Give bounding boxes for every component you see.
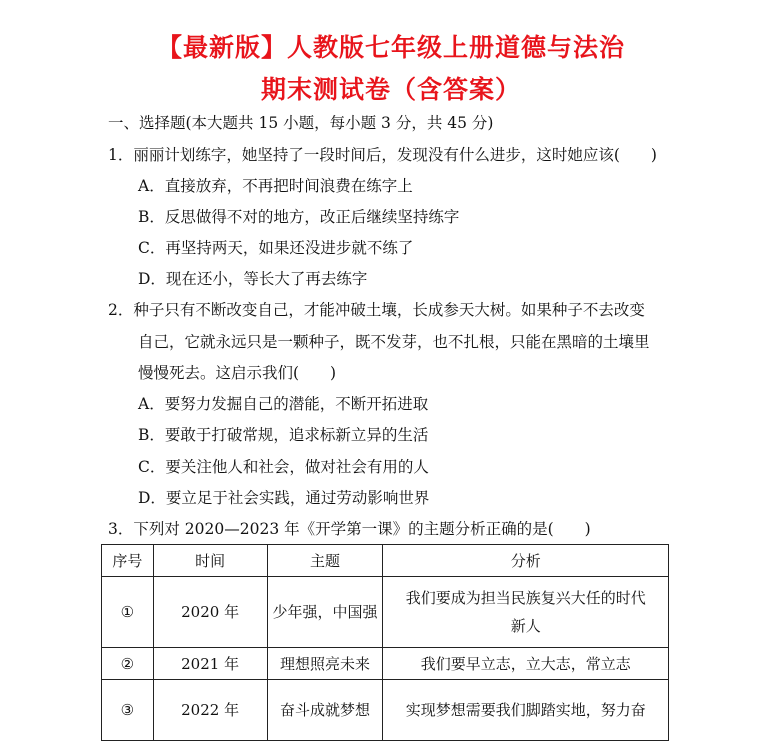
question-2-option-b: B．要敢于打破常规，追求标新立异的生活 bbox=[138, 426, 429, 444]
table-cell-no: ② bbox=[102, 648, 154, 680]
question-2-option-a: A．要努力发掘自己的潜能，不断开拓进取 bbox=[138, 395, 429, 413]
question-1-option-d: D．现在还小，等长大了再去练字 bbox=[138, 270, 368, 288]
table-header-cell: 分析 bbox=[383, 545, 669, 577]
table-cell-time: 2021 年 bbox=[153, 648, 267, 680]
table-cell-time: 2022 年 bbox=[153, 680, 267, 741]
question-3-stem: 3．下列对 2020—2023 年《开学第一课》的主题分析正确的是( ) bbox=[108, 520, 591, 538]
table-cell-analysis: 实现梦想需要我们脚踏实地，努力奋 bbox=[383, 680, 669, 741]
table-cell-analysis bbox=[383, 577, 669, 648]
analysis-line: 新人 bbox=[510, 617, 541, 635]
document-title-line-1: 【最新版】人教版七年级上册道德与法治 bbox=[156, 33, 625, 62]
section-heading: 一、选择题(本大题共 15 小题，每小题 3 分，共 45 分) bbox=[108, 114, 494, 132]
question-1-option-b: B．反思做得不对的地方，改正后继续坚持练字 bbox=[138, 208, 460, 226]
analysis-line: 我们要成为担当民族复兴大任的时代 bbox=[405, 589, 646, 607]
table-cell-time: 2020 年 bbox=[153, 577, 267, 648]
table-cell-analysis: 我们要早立志，立大志，常立志 bbox=[383, 648, 669, 680]
document-title-line-2: 期末测试卷（含答案） bbox=[260, 75, 521, 104]
table-header-cell: 序号 bbox=[102, 545, 154, 577]
table-cell-theme: 理想照亮未来 bbox=[267, 648, 383, 680]
table-row bbox=[102, 680, 669, 741]
table-header-cell: 时间 bbox=[153, 545, 267, 577]
theme-analysis-table bbox=[101, 544, 669, 741]
question-2-stem-line-2: 自己，它就永远只是一颗种子，既不发芽，也不扎根，只能在黑暗的土壤里 bbox=[138, 333, 650, 351]
table-cell-no: ③ bbox=[102, 680, 154, 741]
question-1-option-c: C．再坚持两天，如果还没进步就不练了 bbox=[138, 239, 414, 257]
question-2-option-c: C．要关注他人和社会，做对社会有用的人 bbox=[138, 458, 429, 476]
question-2-stem-line-1: 2．种子只有不断改变自己，才能冲破土壤，长成参天大树。如果种子不去改变 bbox=[108, 301, 645, 319]
table-cell-theme: 奋斗成就梦想 bbox=[267, 680, 383, 741]
question-2-option-d: D．要立足于社会实践，通过劳动影响世界 bbox=[138, 489, 430, 507]
table-row bbox=[102, 577, 669, 648]
question-1-option-a: A．直接放弃，不再把时间浪费在练字上 bbox=[138, 177, 413, 195]
table-header-row bbox=[102, 545, 669, 577]
question-1-stem: 1．丽丽计划练字，她坚持了一段时间后，发现没有什么进步，这时她应该( ) bbox=[108, 146, 657, 164]
table-cell-theme: 少年强，中国强 bbox=[267, 577, 383, 648]
table-cell-no: ① bbox=[102, 577, 154, 648]
question-2-stem-line-3: 慢慢死去。这启示我们( ) bbox=[138, 364, 337, 382]
table-row bbox=[102, 648, 669, 680]
table-header-cell: 主题 bbox=[267, 545, 383, 577]
